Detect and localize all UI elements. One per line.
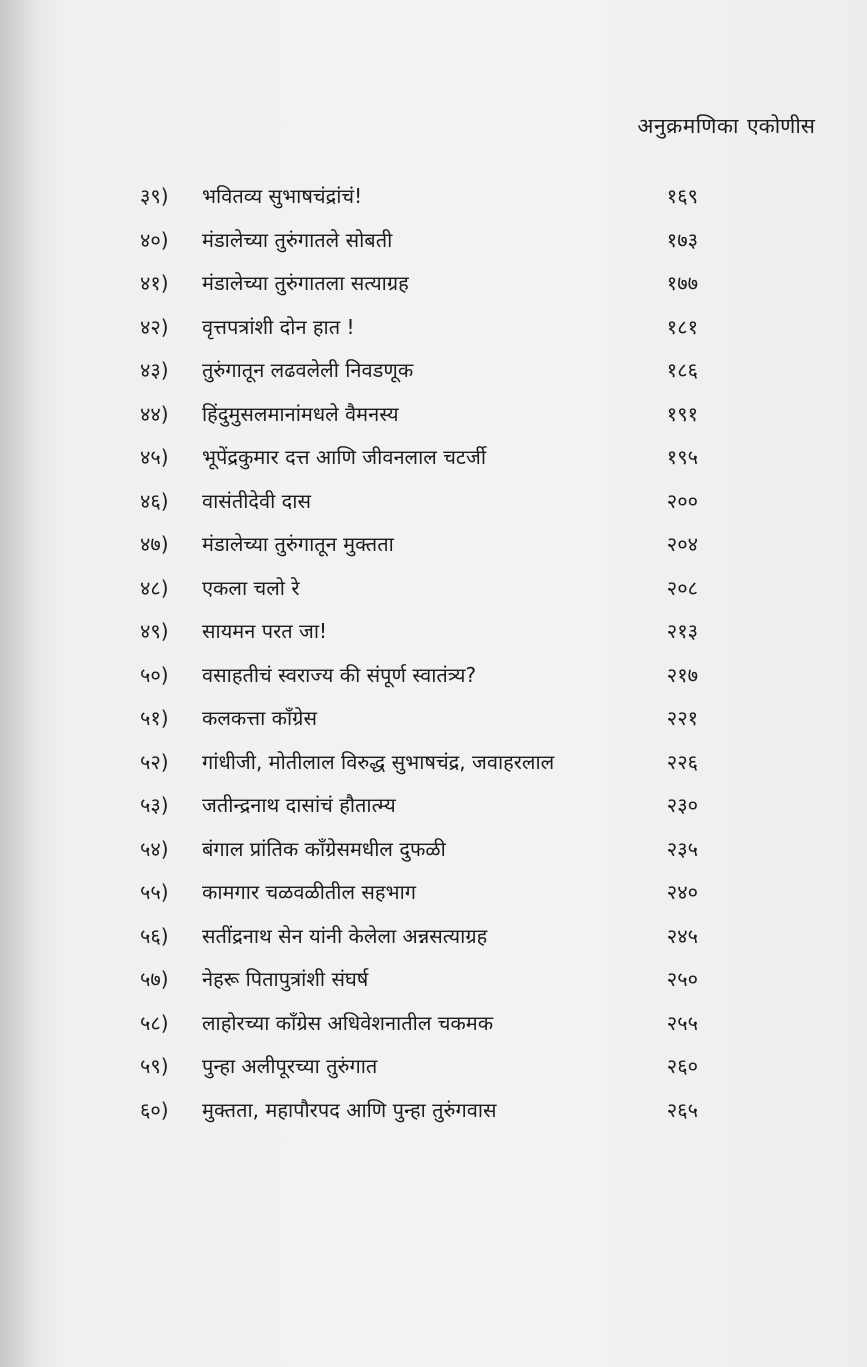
page-number: २६५ bbox=[666, 1097, 698, 1122]
toc-entry bbox=[128, 704, 708, 748]
toc-entry bbox=[128, 1096, 708, 1140]
toc-entry bbox=[128, 226, 708, 270]
page-number: १९५ bbox=[666, 445, 698, 469]
toc-entry bbox=[128, 965, 708, 1009]
page-number: २१७ bbox=[666, 662, 698, 687]
toc-entry bbox=[128, 878, 708, 922]
chapter-title: बंगाल प्रांतिक काँग्रेसमधील दुफळी bbox=[202, 836, 446, 861]
chapter-number: ४४) bbox=[140, 401, 169, 426]
chapter-number: ५७) bbox=[140, 967, 169, 991]
toc-entry bbox=[128, 922, 708, 966]
page-number: २६० bbox=[666, 1054, 698, 1078]
page-number: १९१ bbox=[666, 401, 698, 426]
page-number: २१३ bbox=[666, 619, 698, 643]
page-shadow bbox=[0, 0, 40, 1367]
toc-entry bbox=[128, 182, 708, 226]
chapter-number: ४५) bbox=[140, 445, 169, 469]
page-folio: एकोणीस bbox=[747, 114, 815, 138]
chapter-title: सतींद्रनाथ सेन यांनी केलेला अन्नसत्याग्रह bbox=[202, 923, 488, 948]
table-of-contents bbox=[128, 182, 708, 1139]
chapter-number: ५६) bbox=[140, 923, 169, 948]
chapter-title: वृत्तपत्रांशी दोन हात ! bbox=[202, 314, 355, 339]
page-number: २०८ bbox=[666, 575, 698, 600]
toc-entry bbox=[128, 443, 708, 487]
chapter-title: भूपेंद्रकुमार दत्त आणि जीवनलाल चटर्जी bbox=[202, 445, 487, 469]
toc-entry bbox=[128, 835, 708, 879]
chapter-number: ६०) bbox=[140, 1097, 169, 1122]
chapter-title: कामगार चळवळीतील सहभाग bbox=[202, 880, 417, 904]
toc-entry bbox=[128, 487, 708, 531]
chapter-number: ४०) bbox=[140, 227, 169, 252]
chapter-title: सायमन परत जा! bbox=[202, 619, 328, 643]
chapter-number: ५०) bbox=[140, 662, 169, 687]
chapter-title: नेहरू पितापुत्रांशी संघर्ष bbox=[202, 967, 369, 991]
toc-entry bbox=[128, 269, 708, 313]
page-number: २२६ bbox=[666, 749, 698, 774]
chapter-number: ५८) bbox=[140, 1010, 169, 1035]
chapter-number: ५२) bbox=[140, 749, 169, 774]
toc-entry bbox=[128, 313, 708, 357]
chapter-title: एकला चलो रे bbox=[202, 575, 300, 600]
running-header: अनुक्रमणिका bbox=[637, 114, 739, 138]
chapter-number: ४३) bbox=[140, 358, 169, 382]
chapter-number: ४९) bbox=[140, 619, 169, 643]
chapter-title: मंडालेच्या तुरुंगातले सोबती bbox=[202, 227, 393, 252]
chapter-title: कलकत्ता काँग्रेस bbox=[202, 706, 317, 730]
chapter-number: ५३) bbox=[140, 793, 169, 817]
chapter-number: ४२) bbox=[140, 314, 169, 339]
toc-entry bbox=[128, 1052, 708, 1096]
chapter-title: गांधीजी, मोतीलाल विरुद्ध सुभाषचंद्र, जवाहरलाल bbox=[202, 749, 555, 774]
page-number: २०० bbox=[666, 488, 698, 513]
toc-entry bbox=[128, 617, 708, 661]
chapter-title: हिंदुमुसलमानांमधले वैमनस्य bbox=[202, 401, 399, 426]
toc-entry bbox=[128, 1009, 708, 1053]
chapter-number: ४८) bbox=[140, 575, 169, 600]
chapter-title: भवितव्य सुभाषचंद्रांचं! bbox=[202, 184, 363, 208]
page-number: १८१ bbox=[666, 314, 698, 339]
chapter-number: ४७) bbox=[140, 532, 169, 556]
chapter-number: ३९) bbox=[140, 184, 169, 208]
chapter-number: ५४) bbox=[140, 836, 169, 861]
chapter-title: पुन्हा अलीपूरच्या तुरुंगात bbox=[202, 1054, 378, 1078]
chapter-number: ४६) bbox=[140, 488, 169, 513]
page-number: २०४ bbox=[666, 532, 698, 556]
chapter-number: ५५) bbox=[140, 880, 169, 904]
toc-entry bbox=[128, 530, 708, 574]
page-number: २५० bbox=[666, 967, 698, 991]
chapter-title: वासंतीदेवी दास bbox=[202, 488, 311, 513]
page-number: २५५ bbox=[666, 1010, 698, 1035]
chapter-title: जतीन्द्रनाथ दासांचं हौतात्म्य bbox=[202, 793, 396, 817]
page-number: १६९ bbox=[666, 184, 698, 208]
toc-entry bbox=[128, 356, 708, 400]
toc-entry bbox=[128, 791, 708, 835]
chapter-number: ४१) bbox=[140, 271, 169, 295]
chapter-title: तुरुंगातून लढवलेली निवडणूक bbox=[202, 358, 414, 382]
chapter-number: ५९) bbox=[140, 1054, 169, 1078]
chapter-title: वसाहतीचं स्वराज्य की संपूर्ण स्वातंत्र्य? bbox=[202, 662, 477, 687]
page-number: २२१ bbox=[666, 706, 698, 730]
chapter-title: मंडालेच्या तुरुंगातून मुक्तता bbox=[202, 532, 394, 556]
toc-entry bbox=[128, 400, 708, 444]
chapter-title: मुक्तता, महापौरपद आणि पुन्हा तुरुंगवास bbox=[202, 1097, 497, 1122]
toc-entry bbox=[128, 661, 708, 705]
page-number: २४० bbox=[666, 880, 698, 904]
toc-entry bbox=[128, 574, 708, 618]
chapter-number: ५१) bbox=[140, 706, 169, 730]
chapter-title: लाहोरच्या काँग्रेस अधिवेशनातील चकमक bbox=[202, 1010, 494, 1035]
toc-entry bbox=[128, 748, 708, 792]
page-number: १७३ bbox=[666, 227, 698, 252]
page-number: २३० bbox=[666, 793, 698, 817]
page-number: १७७ bbox=[666, 271, 698, 295]
chapter-title: मंडालेच्या तुरुंगातला सत्याग्रह bbox=[202, 271, 409, 295]
page-number: २४५ bbox=[666, 923, 698, 948]
page-number: २३५ bbox=[666, 836, 698, 861]
page-number: १८६ bbox=[666, 358, 698, 382]
